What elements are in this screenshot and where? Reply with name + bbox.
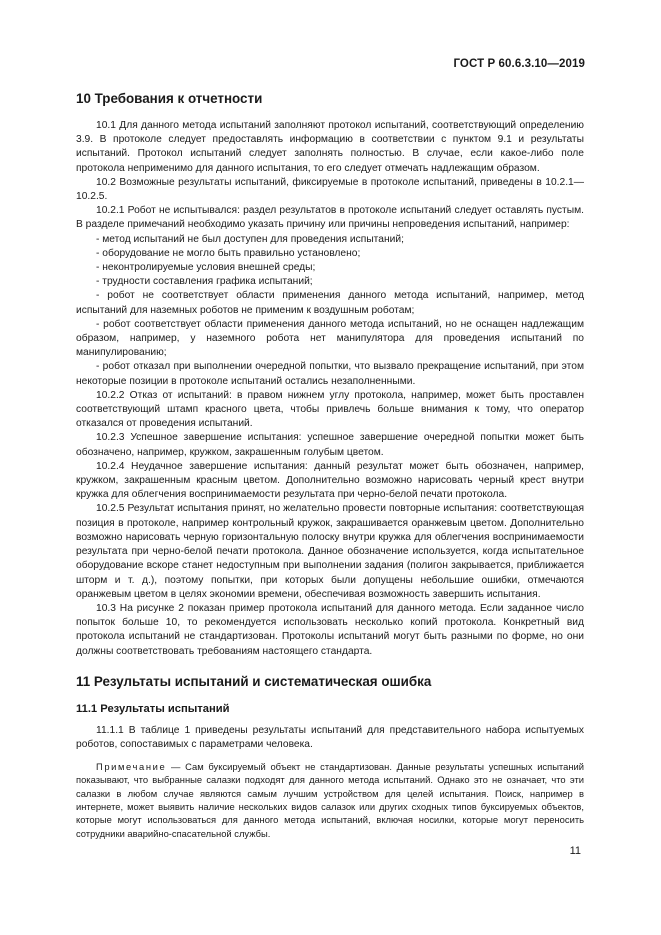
list-item: - робот соответствует области применения данного метода испытаний, но не оснащен надлежащим образом, например, у наземного робота нет манипулятора для проведения испытаний по манипулированию; [76,318,584,359]
paragraph-11-1-1: 11.1.1 В таблице 1 приведены результаты испытаний для представительного набора испытуемых роботов, сопоставимых с параметрами человека. [76,724,584,750]
paragraph-10-2-5: 10.2.5 Результат испытания принят, но желательно провести повторные испытания: соответствующая позиция в протоколе, например контрольный кружок, закрашивается оранжевым цветом. Дополнительно возможно нарисовать черную горизонтальную полоску внутри кружка для облегчения воспринимаемости результата при черно-белой печати протокола. Данное обозначение используется, когда испытательное оборудование вскоре станет недоступным при выполнении задания (полигон закрывается, приближается шторм и т. д.), поэтому попытки, при которых были допущены небольшие ошибки, отмечаются оранжевым цветом в целях экономии времени, обеспечивая возможность завершить испытания. [76,503,584,600]
paragraph-10-2: 10.2 Возможные результаты испытаний, фиксируемые в протоколе испытаний, приведены в 10.2.1—10.2.5. [76,176,584,203]
paragraph-10-2-4: 10.2.4 Неудачное завершение испытания: данный результат может быть обозначен, например, кружком, закрашенным красным цветом. Дополнительно возможно нарисовать черный крест внутри кружка для облегчения воспринимаемости результата при черно-белой печати протокола. [76,460,584,501]
section-11-heading: 11 Результаты испытаний и систематическая ошибка [76,673,432,689]
paragraph-10-2-2: 10.2.2 Отказ от испытаний: в правом нижнем углу протокола, например, может быть проставлен соответствующий штамп красного цвета, чтобы привлечь больше внимания к тому, что оператор отказался от проведения испытаний. [76,389,584,430]
paragraph-10-2-1: 10.2.1 Робот не испытывался: раздел результатов в протоколе испытаний следует оставлять пустым. В разделе примечаний необходимо указать причину или причины непроведения испытаний, например: [76,205,584,231]
list-item: - метод испытаний не был доступен для проведения испытаний; [96,233,404,245]
paragraph-10-3: 10.3 На рисунке 2 показан пример протокола испытаний для данного метода. Если заданное число попыток больше 10, то рекомендуется использовать несколько копий протокола. Конкретный вид протокола испытаний не стандартизован. Протоколы испытаний могут быть разными по форме, но они должны соответствовать требованиям настоящего стандарта. [76,602,584,657]
list-item: - оборудование не могло быть правильно установлено; [96,247,361,259]
subsection-11-1-heading: 11.1 Результаты испытаний [76,702,230,715]
page-content [76,90,584,840]
paragraph-10-1: 10.1 Для данного метода испытаний заполняют протокол испытаний, соответствующий определению 3.9. В протоколе следует предоставлять информацию в соответствии с пунктом 9.1 и результаты испытаний. Протокол испытаний следует заполнять полностью. В случае, если какое-либо поле протокола неприменимо для данного испытания, то его следует отмечать надлежащим образом. [76,120,584,174]
note-label: Примечание [96,761,167,773]
list-item: - неконтролируемые условия внешней среды; [96,262,316,274]
reasons-list [76,233,584,389]
list-item: - робот отказал при выполнении очередной попытки, что вызвало прекращение испытаний, при этом некоторые позиции в протоколе испытаний остались незаполненными. [76,361,584,387]
paragraph-10-2-3: 10.2.3 Успешное завершение испытания: успешное завершение очередной попытки может быть обозначено, например, кружком, закрашенным голубым цветом. [76,432,584,458]
list-item: - робот не соответствует области применения данного метода испытаний, например, метод испытаний для наземных роботов не применим к воздушным роботам; [76,290,584,316]
section-10-heading: 10 Требования к отчетности [76,91,263,106]
page-number: 11 [569,845,581,857]
note-text: — Сам буксируемый объект не стандартизован. Данные результаты успешных испытаний показывают, что выбранные салазки подходят для данного метода испытаний. Однако это не означает, что эти салазки в любом случае являются самым лучшим устройством для целей испытания. Поиск, например в интернете, может выявить наличие нескольких видов салазок или других сходных типов буксируемых объектов, которые могут использоваться для данного метода испытаний, включая носилки, которые могут переносить сотрудники аварийно-спасательной службы. [76,761,584,839]
note-block [76,760,584,840]
standard-id: ГОСТ Р 60.6.3.10—2019 [453,58,585,70]
list-item: - трудности составления графика испытаний; [96,276,313,288]
